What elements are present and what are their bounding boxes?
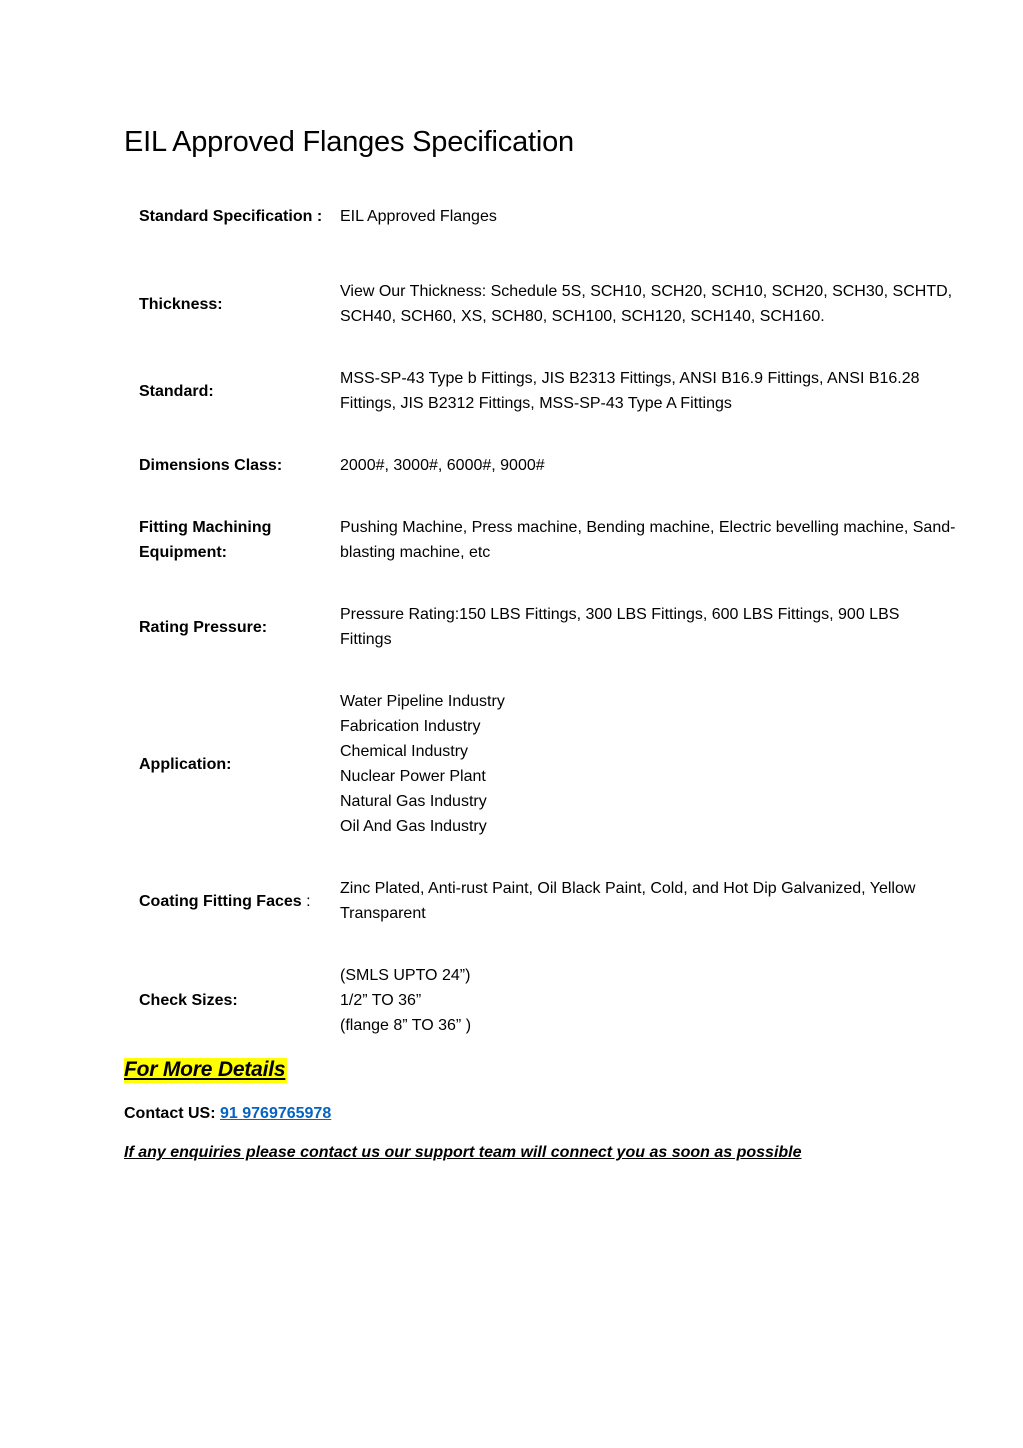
spec-row: [139, 515, 969, 565]
spec-value-line: 2000#, 3000#, 6000#, 9000#: [340, 457, 545, 474]
spec-row: [139, 279, 969, 329]
spec-value-line: Pushing Machine, Press machine, Bending machine, Electric bevelling machine, Sand-blasting machine, etc: [340, 519, 956, 561]
spec-label: Rating Pressure:: [139, 618, 268, 636]
spec-value: [340, 366, 969, 416]
enquiry-note: If any enquiries please contact us our support team will connect you as soon as possible: [124, 1144, 802, 1161]
spec-label: [139, 204, 329, 229]
spec-row: [139, 453, 969, 478]
spec-value-line: (SMLS UPTO 24”): [340, 967, 471, 984]
spec-value-line: Fabrication Industry: [340, 718, 481, 735]
spec-value-line: Oil And Gas Industry: [340, 818, 487, 835]
spec-label: Check Sizes:: [139, 992, 238, 1009]
page-title: EIL Approved Flanges Specification: [124, 126, 574, 158]
spec-label-text: Fitting Machining Equipment:: [139, 519, 272, 561]
spec-value-line: (flange 8” TO 36” ): [340, 1017, 472, 1034]
spec-table: [139, 190, 969, 1038]
spec-value: [340, 876, 969, 926]
spec-value: [340, 515, 969, 565]
spec-value-line: Chemical Industry: [340, 743, 469, 760]
spec-value-line: 1/2” TO 36”: [340, 992, 422, 1009]
spec-row: [139, 876, 969, 926]
spec-label: Thickness:: [139, 295, 223, 313]
spec-label-suffix: :: [301, 892, 311, 910]
spec-value-line: Nuclear Power Plant: [340, 768, 486, 785]
spec-row: [139, 689, 969, 839]
spec-value-line: EIL Approved Flanges: [340, 207, 497, 225]
spec-label-text: Coating Fitting Faces: [139, 892, 302, 910]
spec-value: [340, 963, 969, 1038]
spec-value: [340, 689, 969, 839]
contact-line: [124, 1105, 331, 1123]
contact-phone-link[interactable]: 91 9769765978: [220, 1105, 332, 1122]
spec-value: [340, 602, 969, 652]
spec-label: [139, 889, 340, 914]
spec-label: Standard:: [139, 382, 214, 400]
spec-row: [139, 366, 969, 416]
spec-label-text: Standard Specification :: [139, 207, 323, 225]
spec-row: [139, 963, 969, 1038]
spec-label: Application:: [139, 755, 232, 773]
spec-row: [139, 190, 969, 242]
spec-value-line: Zinc Plated, Anti-rust Paint, Oil Black Paint, Cold, and Hot Dip Galvanized, Yellow Transparent: [340, 880, 916, 922]
spec-value: [340, 279, 969, 329]
spec-value-line: Natural Gas Industry: [340, 793, 487, 810]
spec-label: [139, 515, 340, 565]
more-details-heading: For More Details: [124, 1058, 286, 1081]
contact-label: Contact US:: [124, 1105, 220, 1122]
spec-value-line: Water Pipeline Industry: [340, 693, 505, 710]
spec-value: [329, 204, 969, 229]
spec-value: [340, 453, 969, 478]
spec-value-line: Pressure Rating:150 LBS Fittings, 300 LBS Fittings, 600 LBS Fittings, 900 LBS Fittings: [340, 606, 900, 648]
spec-row: [139, 602, 969, 652]
spec-label: Dimensions Class:: [139, 457, 283, 474]
spec-value-line: MSS-SP-43 Type b Fittings, JIS B2313 Fittings, ANSI B16.9 Fittings, ANSI B16.28 Fittings, JIS B2312 Fittings, MSS-SP-43 Type A Fittings: [340, 370, 920, 412]
spec-value-line: View Our Thickness: Schedule 5S, SCH10, SCH20, SCH10, SCH20, SCH30, SCHTD, SCH40, SCH60, XS, SCH80, SCH100, SCH120, SCH140, SCH160.: [340, 283, 953, 325]
